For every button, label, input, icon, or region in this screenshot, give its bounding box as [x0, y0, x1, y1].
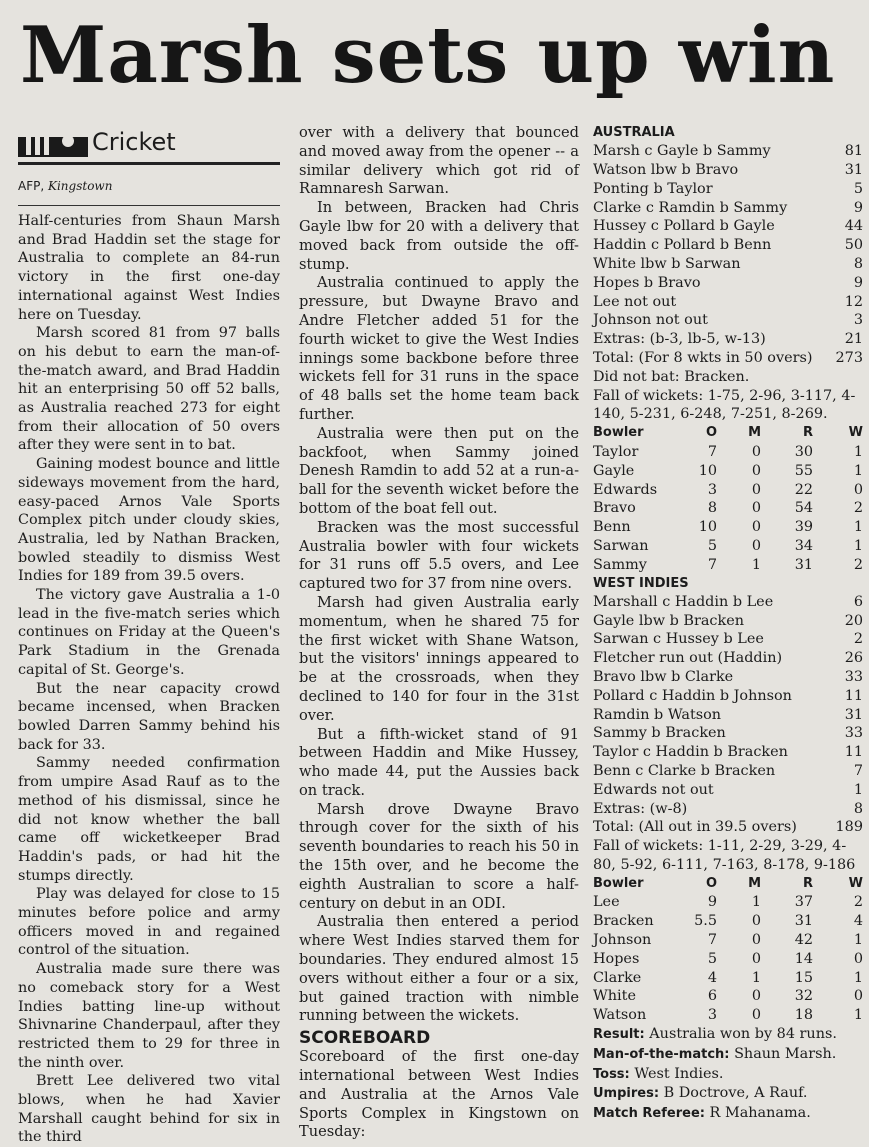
batsman-entry: Edwards not out: [593, 781, 714, 798]
byline: [18, 165, 280, 205]
australia-batting: [593, 142, 863, 368]
article-paragraph: Bracken was the most successful Australia bowler with four wickets for 31 runs off 5.5 overs, and Lee captured two for 37 from nine overs.: [299, 518, 579, 593]
bowling-row: [593, 1006, 863, 1025]
bowling-cell: 0: [751, 500, 761, 517]
article-body-col2: [299, 124, 579, 1026]
batting-row: [593, 293, 863, 312]
bowling-cell: 1: [751, 556, 761, 573]
batting-row: [593, 349, 863, 368]
headline: Marsh sets up win: [20, 10, 836, 101]
bowling-cell: 1: [751, 969, 761, 986]
bowling-cell: Sarwan: [593, 537, 649, 554]
article-paragraph: But a fifth-wicket stand of 91 between Haddin and Mike Hussey, who made 44, put the Aussies back on track.: [299, 725, 579, 799]
article-body-col1: [18, 212, 280, 1147]
batsman-entry: Hussey c Pollard b Gayle: [593, 218, 775, 235]
bowling-cell: 0: [751, 913, 761, 930]
fall-of-wickets-australia: Fall of wickets: 1-75, 2-96, 3-117, 4-140, 5-231, 6-248, 7-251, 8-269.: [593, 387, 856, 423]
bowling-cell: 5.5: [694, 913, 717, 930]
runs-value: 273: [835, 349, 863, 366]
batting-row: [593, 649, 863, 668]
article-paragraph: Australia then entered a period where West Indies starved them for boundaries. They endured almost 15 overs without either a four or a six, but gained traction with nimble running between the wickets.: [299, 913, 579, 1025]
article-paragraph: In between, Bracken had Chris Gayle lbw for 20 with a delivery that moved back from outside the off-stump.: [299, 199, 579, 273]
summary-value: B Doctrove, A Rauf.: [659, 1085, 808, 1102]
bowling-cell: 8: [707, 500, 717, 517]
batsman-entry: Ramdin b Watson: [593, 706, 722, 723]
article-paragraph: Australia were then put on the backfoot, when Sammy joined Denesh Ramdin to add 52 at a run-a-ball for the seventh wicket before the bottom of the boat fell out.: [299, 424, 579, 517]
batting-row: [593, 274, 863, 293]
summary-line: [593, 1104, 863, 1124]
runs-value: 33: [844, 668, 863, 685]
bowling-cell: Benn: [593, 519, 631, 536]
bowling-cell: 22: [794, 481, 813, 498]
runs-value: 12: [844, 293, 863, 310]
batsman-entry: Sammy b Bracken: [593, 725, 726, 742]
bowling-cell: 3: [707, 481, 717, 498]
bowling-cell: 0: [751, 988, 761, 1005]
summary-line: [593, 1084, 863, 1104]
bowling-cell: 0: [751, 462, 761, 479]
article-paragraph: Sammy needed confirmation from umpire Asad Rauf as to the method of his dismissal, since he did not know whether the ball came off wicketkeeper Brad Haddin's pads, or had hit the stumps directly.: [18, 755, 280, 884]
runs-value: 31: [844, 162, 863, 178]
article-paragraph: over with a delivery that bounced and moved away from the opener -- a similar delivery which got rid of Ramnaresh Sarwan.: [299, 124, 579, 198]
bowling-cell: Bravo: [593, 500, 636, 517]
bowling-cell: 30: [794, 443, 813, 460]
bowling-cell: Gayle: [593, 462, 635, 479]
bowling-cell: Johnson: [593, 932, 652, 949]
bowling-cell: 2: [853, 556, 863, 573]
bowling-row: [593, 537, 863, 556]
article-paragraph: But the near capacity crowd became incensed, when Bracken bowled Darren Sammy behind his back for 33.: [18, 680, 280, 753]
batsman-entry: Taylor c Haddin b Bracken: [593, 744, 788, 761]
batting-row: [593, 593, 863, 612]
bowling-cell: 0: [751, 932, 761, 949]
section-label: Cricket: [92, 128, 176, 156]
article-paragraph: Australia continued to apply the pressure, but Dwayne Bravo and Andre Fletcher added 51 for the fourth wicket to give the West Indies innings some backbone before three wickets fell for 31 runs in the space of 48 balls set the home team back further.: [299, 274, 579, 423]
bowling-cell: White: [593, 988, 636, 1005]
bowling-header-australia-bowlers: [593, 875, 863, 894]
runs-value: 5: [853, 180, 863, 197]
article-paragraph: Brett Lee delivered two vital blows, when he had Xavier Marshall caught behind for six in the third: [18, 1073, 280, 1146]
runs-value: 2: [853, 631, 863, 648]
bowling-cell: 4: [707, 969, 717, 986]
summary-value: R Mahanama.: [704, 1105, 811, 1122]
runs-value: 44: [844, 218, 863, 235]
scoreboard-column: [593, 124, 863, 1124]
batsman-entry: Watson lbw b Bravo: [593, 162, 739, 178]
bowling-cell: Taylor: [593, 443, 639, 460]
bowling-cell: 1: [853, 969, 863, 986]
runs-value: 11: [844, 687, 863, 704]
bowling-cell: Watson: [593, 1007, 647, 1024]
west-indies-bowling-figures: [593, 443, 863, 575]
summary-label: Toss:: [593, 1066, 630, 1082]
bowling-column-header: W: [848, 425, 863, 441]
bowling-row: [593, 518, 863, 537]
bowling-cell: 14: [794, 950, 813, 967]
batting-row: [593, 762, 863, 781]
batting-row: [593, 612, 863, 631]
bowling-cell: 2: [853, 894, 863, 911]
batting-row: [593, 311, 863, 330]
bowling-cell: 37: [794, 894, 813, 911]
summary-value: Shaun Marsh.: [729, 1045, 837, 1062]
bowling-row: [593, 481, 863, 500]
batting-row: [593, 236, 863, 255]
runs-value: 33: [844, 725, 863, 742]
article-paragraph: Marsh drove Dwayne Bravo through cover for the sixth of his seventh boundaries to reach his 50 in the 15th over, and he become the eighth Australian to score a half-century on debut in an ODI.: [299, 800, 579, 912]
bowling-column-header: W: [848, 875, 863, 891]
article-paragraph: The victory gave Australia a 1-0 lead in the five-match series which continues on Friday at the Queen's Park Stadium in the Grenada capital of St. George's.: [18, 587, 280, 678]
runs-value: 9: [853, 274, 863, 291]
bowling-cell: Sammy: [593, 556, 647, 573]
team-heading-australia: AUSTRALIA: [593, 125, 675, 140]
runs-value: 21: [844, 331, 863, 348]
bowling-cell: 3: [707, 1007, 717, 1024]
runs-value: 20: [844, 612, 863, 629]
bowling-column-header: M: [748, 875, 761, 891]
bowling-cell: Clarke: [593, 969, 642, 986]
scoreboard-heading: SCOREBOARD: [299, 1028, 431, 1049]
bowling-cell: 0: [751, 443, 761, 460]
bowling-column-header: Bowler: [593, 875, 644, 891]
article-paragraph: Marsh scored 81 from 97 balls on his debut to earn the man-of-the-match award, and Brad Haddin hit an enterprising 50 off 52 balls, as Australia reached 273 for eight from their allocation of 50 overs after they were sent in to bat.: [18, 325, 280, 454]
bowling-cell: 1: [853, 932, 863, 949]
bowling-cell: 15: [794, 969, 813, 986]
bowling-cell: 54: [794, 500, 813, 517]
summary-line: [593, 1045, 863, 1065]
runs-value: 8: [853, 255, 863, 272]
batting-row: [593, 800, 863, 819]
bowling-cell: 42: [794, 932, 813, 949]
batsman-entry: Bravo lbw b Clarke: [593, 668, 734, 685]
bowling-row: [593, 499, 863, 518]
bowling-cell: 7: [707, 443, 717, 460]
batsman-entry: Marshall c Haddin b Lee: [593, 593, 774, 610]
bowling-cell: 5: [707, 950, 717, 967]
bowling-cell: 0: [853, 988, 863, 1005]
bowling-cell: 0: [751, 1007, 761, 1024]
summary-label: Result:: [593, 1027, 645, 1043]
batsman-entry: Total: (All out in 39.5 overs): [593, 819, 797, 836]
byline-rule: [18, 205, 280, 206]
bowling-cell: 18: [794, 1007, 813, 1024]
summary-label: Umpires:: [593, 1086, 660, 1102]
byline-place: Kingstown: [48, 179, 113, 193]
bowling-cell: 5: [707, 537, 717, 554]
bowling-cell: 1: [853, 443, 863, 460]
bowling-column-header: O: [705, 425, 717, 441]
bowling-row: [593, 893, 863, 912]
batsman-entry: Pollard c Haddin b Johnson: [593, 687, 792, 704]
bowling-cell: 55: [794, 462, 813, 479]
cricket-stumps-icon: [18, 127, 88, 157]
batsman-entry: Extras: (b-3, lb-5, w-13): [593, 331, 766, 348]
bowling-cell: 31: [794, 913, 813, 930]
bowling-cell: 1: [751, 894, 761, 911]
batting-row: [593, 724, 863, 743]
bowling-row: [593, 443, 863, 462]
byline-agency: AFP,: [18, 179, 45, 193]
runs-value: 11: [844, 744, 863, 761]
runs-value: 7: [853, 762, 863, 779]
bowling-cell: 34: [794, 537, 813, 554]
article-paragraph: Half-centuries from Shaun Marsh and Brad Haddin set the stage for Australia to complete an 84-run victory in the first one-day international against West Indies here on Tuesday.: [18, 213, 280, 323]
article-paragraph: Marsh had given Australia early momentum, when he shared 75 for the first wicket with Shane Watson, but the visitors' innings appeared to be at the crossroads, when they declined to 140 for four in the 31st over.: [299, 593, 579, 724]
batsman-entry: White lbw b Sarwan: [593, 255, 741, 272]
summary-label: Man-of-the-match:: [593, 1046, 730, 1062]
bowling-cell: 0: [751, 950, 761, 967]
batting-row: [593, 743, 863, 762]
batting-row: [593, 161, 863, 180]
batting-row: [593, 781, 863, 800]
bowling-cell: 1: [853, 1007, 863, 1024]
bowling-column-header: R: [802, 425, 813, 441]
bowling-header-west-indies-bowlers: [593, 424, 863, 443]
bowling-column-header: O: [705, 875, 717, 891]
bowling-cell: 10: [698, 519, 717, 536]
bowling-row: [593, 931, 863, 950]
runs-value: 6: [853, 593, 863, 610]
summary-label: Match Referee:: [593, 1106, 705, 1122]
bowling-row: [593, 556, 863, 575]
batting-row: [593, 142, 863, 161]
batting-row: [593, 706, 863, 725]
batsman-entry: Benn c Clarke b Bracken: [593, 762, 776, 779]
runs-value: 1: [853, 781, 863, 798]
bowling-cell: Hopes: [593, 950, 640, 967]
summary-value: Australia won by 84 runs.: [644, 1026, 837, 1043]
batting-row: [593, 180, 863, 199]
bowling-cell: Edwards: [593, 481, 658, 498]
bowling-row: [593, 969, 863, 988]
bowling-cell: 0: [751, 537, 761, 554]
section-kicker: [18, 124, 280, 160]
batsman-entry: Ponting b Taylor: [593, 180, 713, 197]
runs-value: 8: [853, 800, 863, 817]
bowling-cell: 0: [751, 519, 761, 536]
bowling-cell: 1: [853, 537, 863, 554]
batting-row: [593, 199, 863, 218]
bowling-cell: 9: [707, 894, 717, 911]
match-summary: [593, 1025, 863, 1124]
did-not-bat: Did not bat: Bracken.: [593, 368, 750, 385]
bowling-cell: Bracken: [593, 913, 654, 930]
runs-value: 81: [844, 143, 863, 160]
team-heading-west-indies: WEST INDIES: [593, 575, 689, 591]
bowling-cell: 2: [853, 500, 863, 517]
bowling-row: [593, 912, 863, 931]
batting-row: [593, 687, 863, 706]
batsman-entry: Marsh c Gayle b Sammy: [593, 143, 771, 160]
article-paragraph: Australia made sure there was no comeback story for a West Indies batting line-up without Shivnarine Chanderpaul, after they restricted them to 29 for three in the ninth over.: [18, 961, 280, 1071]
bowling-cell: 6: [707, 988, 717, 1005]
batsman-entry: Clarke c Ramdin b Sammy: [593, 199, 788, 216]
batsman-entry: Fletcher run out (Haddin): [593, 650, 783, 667]
australia-bowling-figures: [593, 893, 863, 1025]
bowling-cell: 4: [853, 913, 863, 930]
summary-value: West Indies.: [629, 1065, 724, 1082]
batsman-entry: Extras: (w-8): [593, 800, 688, 817]
batsman-entry: Hopes b Bravo: [593, 274, 701, 291]
fall-of-wickets-west-indies: Fall of wickets: 1-11, 2-29, 3-29, 4-80, 5-92, 6-111, 7-163, 8-178, 9-186: [593, 838, 856, 873]
bowling-cell: 0: [751, 481, 761, 498]
bowling-cell: 1: [853, 462, 863, 479]
bowling-cell: 31: [794, 556, 813, 573]
bowling-cell: 0: [853, 481, 863, 498]
summary-line: [593, 1025, 863, 1045]
batsman-entry: Lee not out: [593, 293, 677, 310]
bowling-cell: Lee: [593, 894, 620, 911]
scoreboard-intro: Scoreboard of the first one-day international between West Indies and Australia at the Arnos Vale Sports Complex in Kingstown on Tuesday:: [299, 1048, 579, 1141]
batsman-entry: Total: (For 8 wkts in 50 overs): [593, 349, 813, 366]
runs-value: 26: [844, 650, 863, 667]
bowling-column-header: Bowler: [593, 425, 644, 441]
bowling-cell: 39: [794, 519, 813, 536]
summary-line: [593, 1065, 863, 1085]
batting-row: [593, 668, 863, 687]
runs-value: 9: [853, 199, 863, 216]
bowling-row: [593, 950, 863, 969]
batting-row: [593, 818, 863, 837]
bowling-column-header: M: [748, 425, 761, 441]
bowling-cell: 0: [853, 950, 863, 967]
runs-value: 31: [844, 706, 863, 723]
batting-row: [593, 217, 863, 236]
article-column-2: [299, 124, 579, 1142]
runs-value: 3: [853, 312, 863, 329]
bowling-row: [593, 462, 863, 481]
bowling-cell: 7: [707, 932, 717, 949]
batting-row: [593, 330, 863, 349]
article-paragraph: Gaining modest bounce and little sideways movement from the hard, easy-paced Arnos Vale Sports Complex pitch under cloudy skies, Australia, led by Nathan Bracken, bowled steadily to dismiss West Indies for 189 from 39.5 overs.: [18, 456, 280, 585]
runs-value: 50: [844, 237, 863, 254]
batting-row: [593, 630, 863, 649]
bowling-column-header: R: [802, 875, 813, 891]
article-column-1: [18, 124, 280, 1147]
bowling-cell: 10: [698, 462, 717, 479]
batting-row: [593, 255, 863, 274]
bowling-row: [593, 987, 863, 1006]
bowling-cell: 7: [707, 556, 717, 573]
bowling-cell: 32: [794, 988, 813, 1005]
west-indies-batting: [593, 593, 863, 837]
article-paragraph: Play was delayed for close to 15 minutes before police and army officers moved in and regained control of the situation.: [18, 886, 280, 959]
bowling-cell: 1: [853, 519, 863, 536]
runs-value: 189: [835, 819, 863, 836]
batsman-entry: Gayle lbw b Bracken: [593, 612, 744, 629]
batsman-entry: Sarwan c Hussey b Lee: [593, 631, 764, 648]
batsman-entry: Haddin c Pollard b Benn: [593, 237, 772, 254]
batsman-entry: Johnson not out: [593, 312, 708, 329]
